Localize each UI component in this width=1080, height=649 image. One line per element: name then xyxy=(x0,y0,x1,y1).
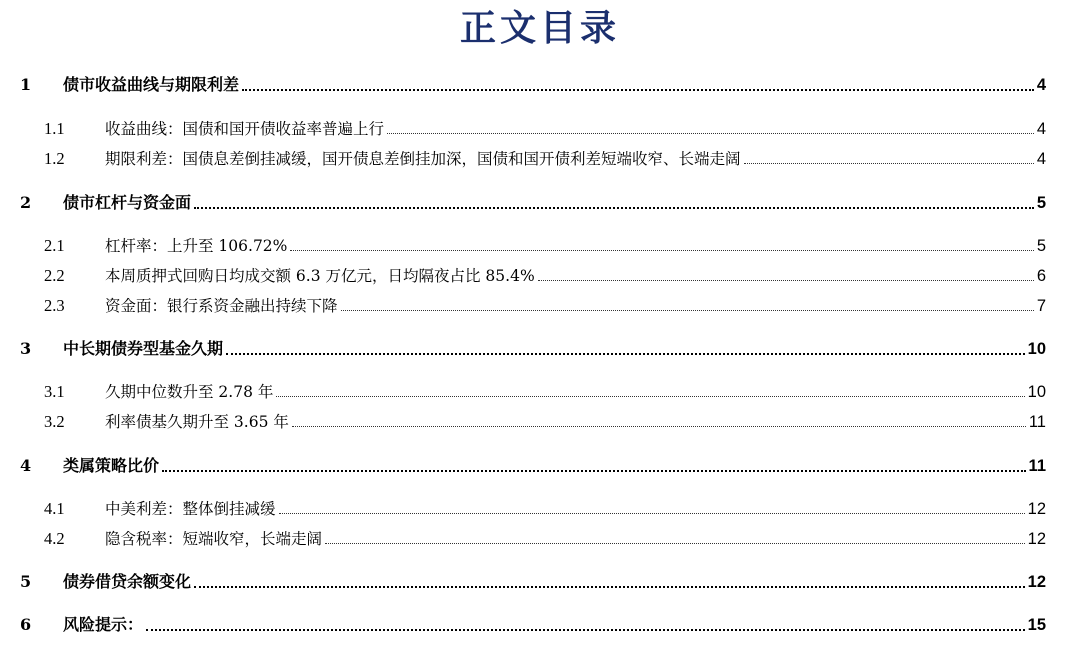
toc-entry-page: 15 xyxy=(1027,616,1046,634)
toc-entry-number: 1.1 xyxy=(44,119,65,138)
toc-entry[interactable] xyxy=(0,525,1080,553)
toc-entry-number: 5 xyxy=(20,572,32,591)
toc-entry-title: 债市收益曲线与期限利差 xyxy=(63,75,240,94)
toc-entry-title: 债券借贷余额变化 xyxy=(63,572,192,591)
toc-entry[interactable] xyxy=(0,232,1080,260)
toc-entry-number: 1.2 xyxy=(44,149,65,168)
toc-leader-dots xyxy=(162,470,1026,472)
toc-entry-title: 本周质押式回购日均成交额 6.3 万亿元，日均隔夜占比 85.4% xyxy=(105,267,535,285)
toc-entry-number: 4.1 xyxy=(44,499,65,518)
toc-entry-page: 10 xyxy=(1027,383,1046,401)
toc-leader-dots xyxy=(279,513,1025,514)
toc-entry-page: 11 xyxy=(1028,413,1046,431)
toc-entry[interactable] xyxy=(0,452,1080,480)
toc-entry-page: 12 xyxy=(1027,500,1046,518)
toc-entry-title: 债市杠杆与资金面 xyxy=(63,193,192,212)
toc-leader-dots xyxy=(292,426,1026,427)
toc-entry-page: 5 xyxy=(1036,237,1046,255)
toc-entry-number: 2.1 xyxy=(44,236,65,255)
toc-leader-dots xyxy=(538,280,1034,281)
toc-entry-number: 6 xyxy=(20,615,32,634)
toc-entry-number: 4 xyxy=(20,456,32,475)
toc-entry[interactable] xyxy=(0,292,1080,320)
page-title: 正文目录 xyxy=(459,7,620,49)
toc-entry[interactable] xyxy=(0,568,1080,596)
toc-entry-page: 12 xyxy=(1027,530,1046,548)
toc-entry-number: 3 xyxy=(20,339,32,358)
toc-entry-number: 4.2 xyxy=(44,529,65,548)
toc-entry[interactable] xyxy=(0,115,1080,143)
toc-leader-dots xyxy=(146,629,1025,631)
toc-leader-dots xyxy=(744,163,1034,164)
toc-entry[interactable] xyxy=(0,335,1080,363)
toc-entry-title: 中长期债券型基金久期 xyxy=(63,339,224,358)
toc-entry-title: 久期中位数升至 2.78 年 xyxy=(105,383,274,401)
toc-entry-title: 中美利差：整体倒挂减缓 xyxy=(105,500,276,518)
toc-entry[interactable] xyxy=(0,145,1080,173)
toc-entry[interactable] xyxy=(0,495,1080,523)
toc-entry[interactable] xyxy=(0,408,1080,436)
toc-entry-title: 隐含税率：短端收窄，长端走阔 xyxy=(105,530,323,548)
toc-leader-dots xyxy=(194,207,1034,209)
toc-leader-dots xyxy=(276,396,1025,397)
toc-entry-number: 3.2 xyxy=(44,412,65,431)
toc-entry-page: 7 xyxy=(1036,297,1046,315)
toc-leader-dots xyxy=(387,133,1034,134)
toc-entry-title: 风险提示： xyxy=(63,615,144,634)
toc-entry-page: 4 xyxy=(1036,120,1046,138)
toc-entry[interactable] xyxy=(0,71,1080,99)
toc-entry-page: 5 xyxy=(1036,194,1046,212)
toc-leader-dots xyxy=(226,353,1025,355)
toc-entry-title: 资金面：银行系资金融出持续下降 xyxy=(105,297,338,315)
toc-entry-title: 期限利差：国债息差倒挂减缓，国开债息差倒挂加深，国债和国开债利差短端收窄、长端走阔 xyxy=(105,150,741,168)
toc-entry[interactable] xyxy=(0,378,1080,406)
toc-entry-number: 1 xyxy=(20,75,32,94)
toc-entry-number: 3.1 xyxy=(44,382,65,401)
toc-entry-page: 4 xyxy=(1036,76,1046,94)
toc-entry-page: 11 xyxy=(1028,457,1046,475)
toc-entry-number: 2.2 xyxy=(44,266,65,285)
toc-entry-title: 收益曲线：国债和国开债收益率普遍上行 xyxy=(105,120,385,138)
toc-entry-title: 杠杆率：上升至 106.72% xyxy=(105,237,288,255)
toc-leader-dots xyxy=(325,543,1025,544)
toc-entry-page: 4 xyxy=(1036,150,1046,168)
toc-entry-title: 利率债基久期升至 3.65 年 xyxy=(105,413,289,431)
toc-leader-dots xyxy=(194,586,1025,588)
toc-entry-number: 2.3 xyxy=(44,296,65,315)
toc-entry[interactable] xyxy=(0,611,1080,639)
toc-entry[interactable] xyxy=(0,262,1080,290)
toc-entry-page: 6 xyxy=(1036,267,1046,285)
toc-entry-page: 10 xyxy=(1027,340,1046,358)
toc-entry-page: 12 xyxy=(1027,573,1046,591)
toc-leader-dots xyxy=(341,310,1034,311)
toc-entry-title: 类属策略比价 xyxy=(63,456,160,475)
toc-entry[interactable] xyxy=(0,189,1080,217)
toc-leader-dots xyxy=(242,89,1034,91)
toc-entry-number: 2 xyxy=(20,193,32,212)
toc-leader-dots xyxy=(290,250,1034,251)
